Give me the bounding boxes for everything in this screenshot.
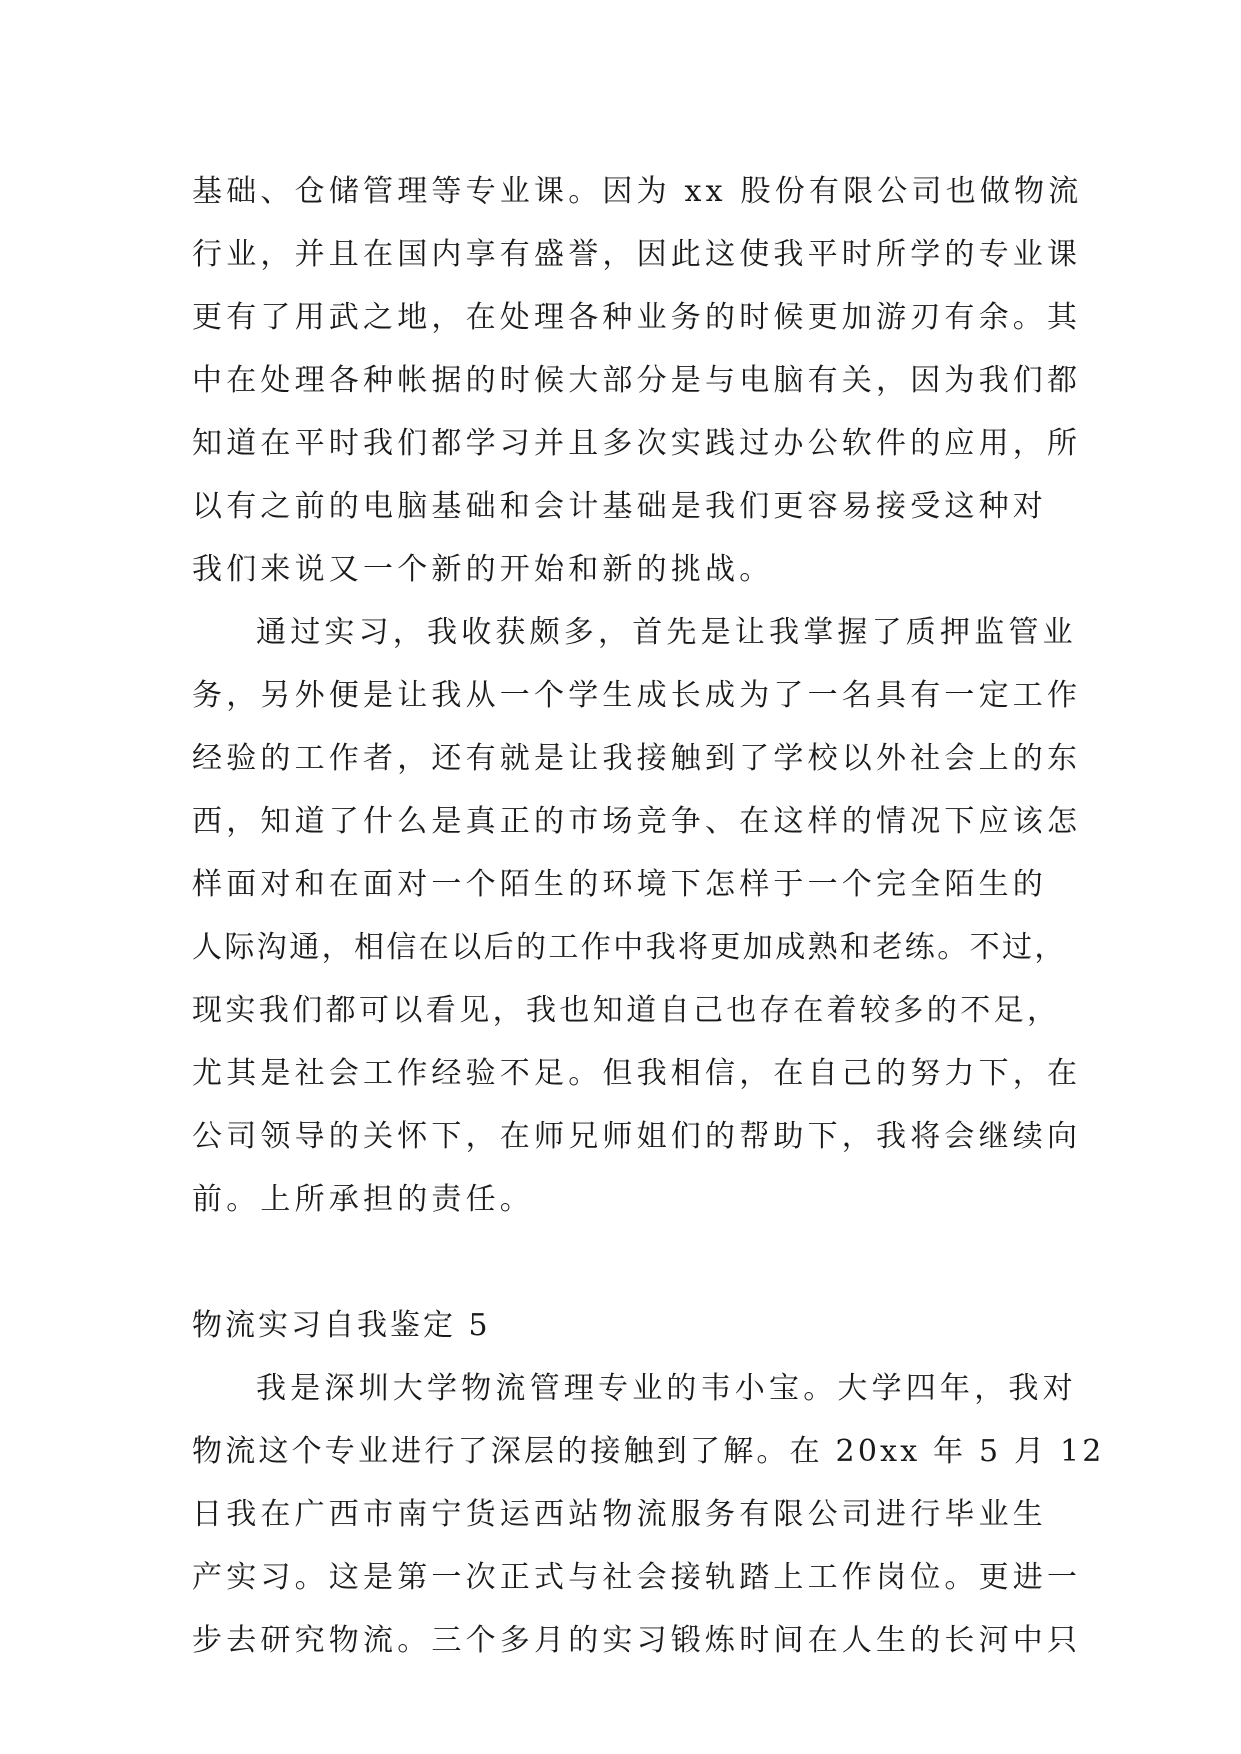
paragraph-1 bbox=[192, 160, 1083, 601]
paragraph-2 bbox=[192, 601, 1082, 1231]
paragraph-line: 尤其是社会工作经验不足。但我相信，在自己的努力下，在 bbox=[192, 1056, 1082, 1091]
paragraph-line: 更有了用武之地，在处理各种业务的时候更加游刃有余。其 bbox=[192, 300, 1082, 335]
paragraph-line: 行业，并且在国内享有盛誉，因此这使我平时所学的专业课 bbox=[192, 237, 1082, 272]
paragraph-line: 经验的工作者，还有就是让我接触到了学校以外社会上的东 bbox=[192, 741, 1082, 776]
document-body bbox=[192, 160, 1105, 1672]
paragraph-line: 通过实习，我收获颇多，首先是让我掌握了质押监管业 bbox=[256, 615, 1077, 650]
paragraph-line: 以有之前的电脑基础和会计基础是我们更容易接受这种对 bbox=[192, 489, 1047, 524]
paragraph-line: 前。上所承担的责任。 bbox=[192, 1182, 534, 1217]
paragraph-line: 产实习。这是第一次正式与社会接轨踏上工作岗位。更进一 bbox=[192, 1560, 1082, 1595]
paragraph-line: 人际沟通，相信在以后的工作中我将更加成熟和老练。不过， bbox=[192, 930, 1067, 965]
paragraph-3 bbox=[192, 1357, 1105, 1672]
paragraph-line: 西，知道了什么是真正的市场竞争、在这样的情况下应该怎 bbox=[192, 804, 1082, 839]
blank-line bbox=[192, 1231, 1052, 1294]
paragraph-line: 步去研究物流。三个多月的实习锻炼时间在人生的长河中只 bbox=[192, 1623, 1082, 1658]
paragraph-line: 公司领导的关怀下，在师兄师姐们的帮助下，我将会继续向 bbox=[192, 1119, 1082, 1154]
section-heading: 物流实习自我鉴定 5 bbox=[192, 1308, 491, 1343]
paragraph-line: 中在处理各种帐据的时候大部分是与电脑有关，因为我们都 bbox=[192, 363, 1082, 398]
paragraph-line: 知道在平时我们都学习并且多次实践过办公软件的应用，所 bbox=[192, 426, 1082, 461]
paragraph-line: 我是深圳大学物流管理专业的韦小宝。大学四年，我对 bbox=[256, 1371, 1077, 1406]
paragraph-line: 样面对和在面对一个陌生的环境下怎样于一个完全陌生的 bbox=[192, 867, 1047, 902]
paragraph-line: 我们来说又一个新的开始和新的挑战。 bbox=[192, 552, 774, 587]
paragraph-line: 务，另外便是让我从一个学生成长成为了一名具有一定工作 bbox=[192, 678, 1082, 713]
paragraph-line: 现实我们都可以看见，我也知道自己也存在着较多的不足， bbox=[192, 993, 1061, 1028]
paragraph-line: 日我在广西市南宁货运西站物流服务有限公司进行毕业生 bbox=[192, 1497, 1047, 1532]
paragraph-line: 物流这个专业进行了深层的接触到了解。在 20xx 年 5 月 12 bbox=[192, 1434, 1105, 1469]
paragraph-line: 基础、仓储管理等专业课。因为 xx 股份有限公司也做物流 bbox=[192, 174, 1083, 209]
